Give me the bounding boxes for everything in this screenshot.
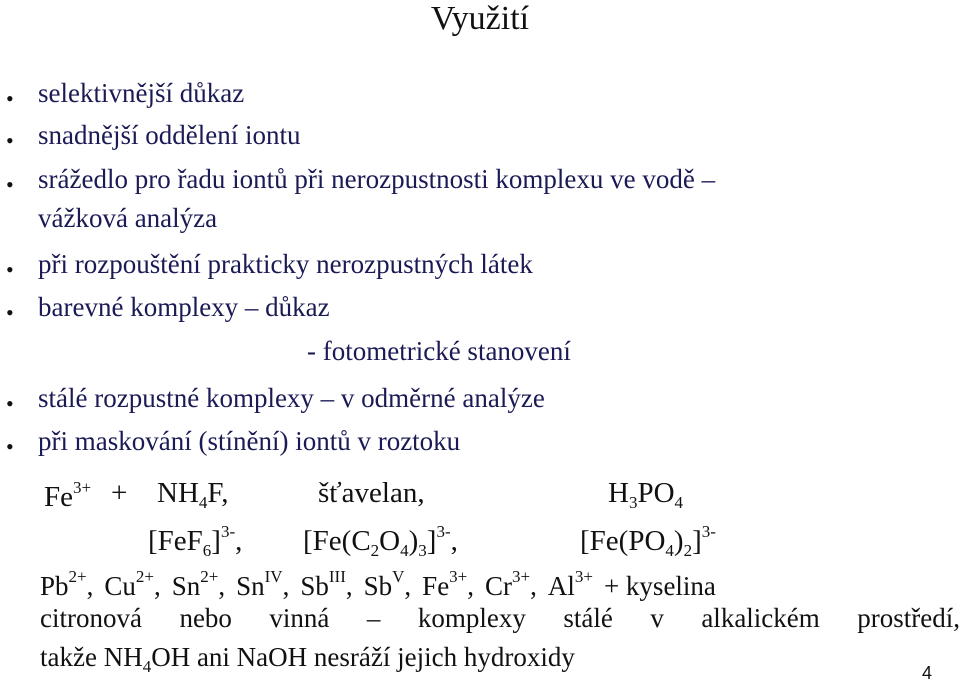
indent-line: - fotometrické stanovení: [307, 336, 571, 366]
bullet-item: snadnější oddělení iontu: [38, 120, 301, 150]
page-number: 4: [921, 663, 932, 683]
bullet-icon: •: [6, 128, 14, 153]
ion-item: $Cr^{3+}$,: [485, 567, 537, 601]
reagent-nh4f: $NH_4F$,: [157, 477, 229, 512]
bullet-item: srážedlo pro řadu iontů při nerozpustnosti komplexu ve vodě –: [38, 164, 716, 194]
reagent-h3po4: $H_3PO_4$: [608, 477, 684, 512]
bullet-item: selektivnější důkaz: [38, 78, 245, 108]
ion-item: $Cu^{2+}$,: [104, 567, 161, 601]
ion-item: $Al^{3+}$: [547, 567, 593, 601]
ion-item: $Sb^V$,: [363, 567, 412, 601]
ion-item: $Sn^{IV}$,: [236, 567, 290, 601]
reagent-fe: $Fe^{3+}$: [44, 478, 92, 513]
bullet-icon: •: [6, 257, 14, 282]
ion-item: $Pb^{2+}$,: [40, 567, 94, 601]
bullet-continuation: vážková analýza: [38, 203, 218, 233]
paragraph-line-1: citronová nebo vinná – komplexy stálé v alkalickém prostředí,: [40, 603, 960, 633]
complex-fe-phosphate: $[Fe(PO_4)_2]^{3-}$: [580, 522, 716, 560]
bullet-icon: •: [6, 86, 14, 111]
ion-list: [40, 568, 716, 600]
paragraph-line-2: takže $NH_4OH$ ani NaOH nesráží jejich hydroxidy: [40, 642, 575, 676]
complex-fe-oxalate: $[Fe(C_2O_4)_3]^{3-}$,: [303, 522, 458, 560]
bullet-item: při maskování (stínění) iontů v roztoku: [38, 426, 461, 456]
reagent-oxalate: šťavelan,: [318, 477, 425, 509]
bullet-icon: •: [6, 172, 14, 197]
ion-item: $Sb^{III}$,: [300, 567, 353, 601]
complex-fef6: $[FeF_6]^{3-}$,: [148, 522, 243, 560]
plus-sign: +: [111, 477, 128, 509]
ion-item: $Sn^{2+}$,: [171, 567, 226, 601]
bullet-item: barevné komplexy – důkaz: [38, 292, 330, 322]
acid-label: + kyselina: [603, 571, 716, 601]
bullet-icon: •: [6, 434, 14, 459]
bullet-item: při rozpouštění prakticky nerozpustných látek: [38, 249, 533, 279]
bullet-item: stálé rozpustné komplexy – v odměrné analýze: [38, 383, 545, 413]
bullet-icon: •: [6, 300, 14, 325]
bullet-icon: •: [6, 391, 14, 416]
slide-title: Využití: [430, 0, 530, 37]
ion-item: $Fe^{3+}$,: [422, 567, 475, 601]
